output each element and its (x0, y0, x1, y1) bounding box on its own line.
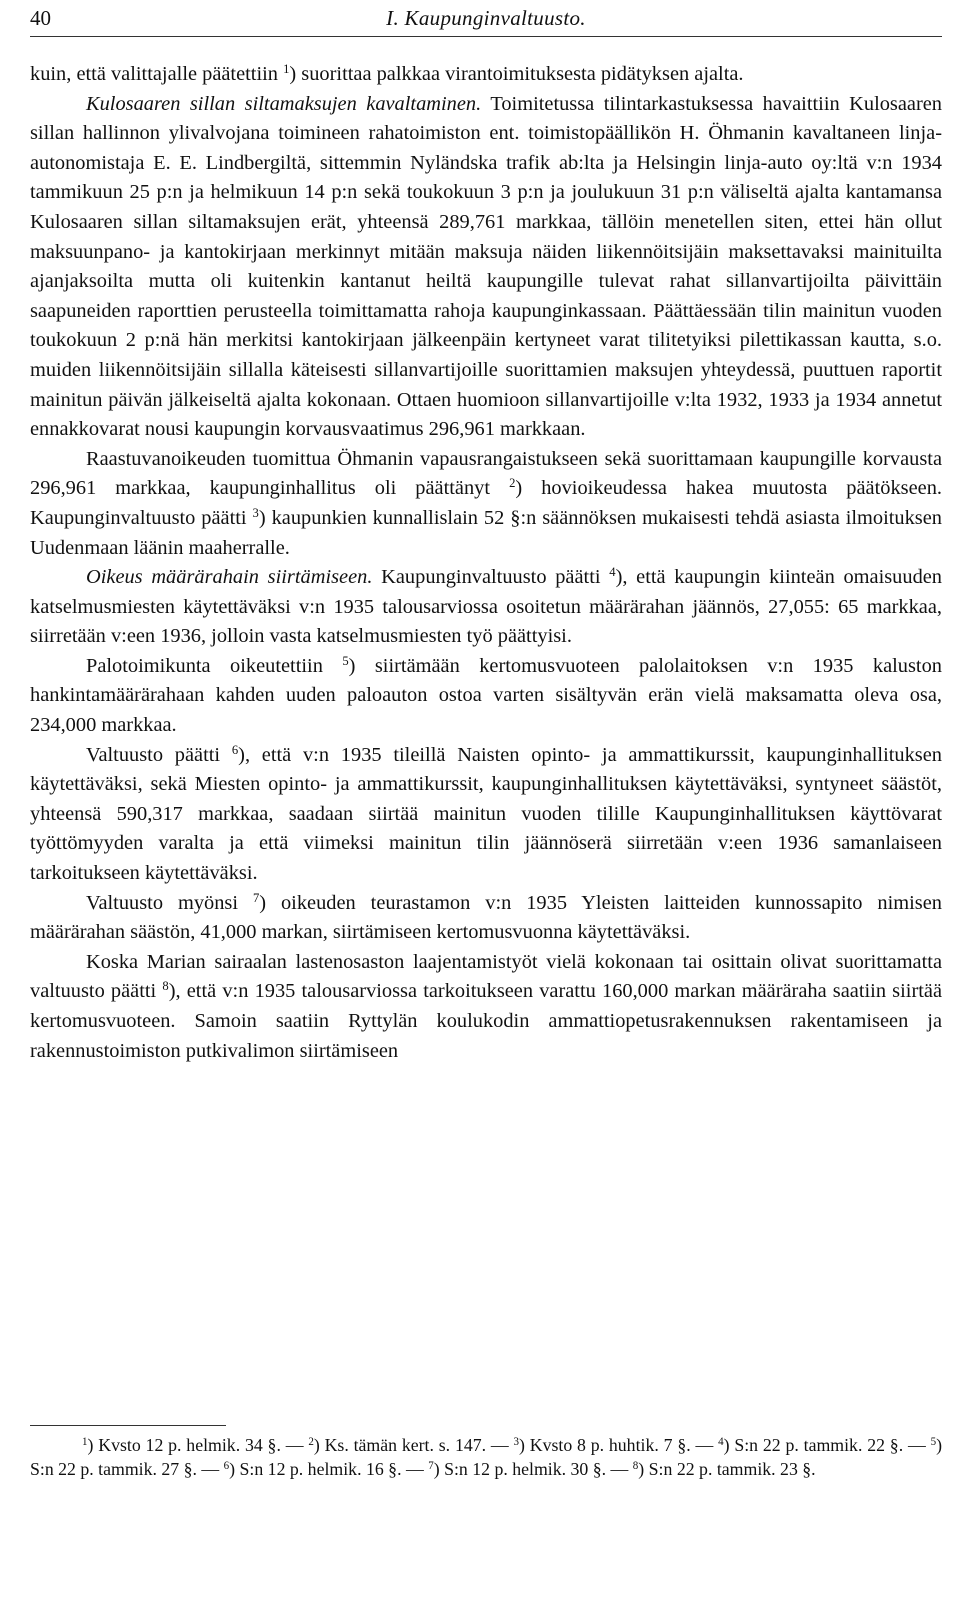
footnote-number: 4 (718, 1435, 724, 1448)
paragraph-lead: Oikeus määrärahain siirtämiseen. (86, 566, 373, 589)
footnote-text: $^1$) Kvsto 12 p. helmik. 34 §. — $^2$) Ks. tämän kert. s. 147. — $^3$) Kvsto 8 p. huhtik. 7 §. — $^4$) S:n 22 p. tammik. 22 §. — $^5$) S:n 22 p. tammik. 27 §. — $^6$) S:n 12 p. helmik. 16 §. — $^7$) S:n 12 p. helmik. 30 §. — $^8$) S:n 22 p. tammik. 23 §. (30, 1435, 943, 1479)
paragraph: Palotoimikunta oikeutettiin $^5$) siirtämään kertomusvuoteen palolaitoksen v:n 1935 kaluston hankintamäärärahaan kahden uuden paloauton ostoa varten sisältyvän erän vielä maksamatta oleva osa, 234,000 markkaa. (30, 653, 942, 737)
footnote-number: 5 (930, 1435, 937, 1448)
footnote-number: 1 (82, 1435, 88, 1448)
footnote-ref: 7 (252, 890, 260, 905)
footnote-number: 8 (632, 1459, 639, 1472)
page-header (30, 6, 942, 36)
footnote-ref: 6 (231, 742, 239, 757)
paragraph: Oikeus määrärahain siirtämiseen. Kaupunginvaltuusto päätti $^4$), että kaupungin kiinteän omaisuuden katselmusmiesten käytettäväksi v:n 1935 talousarviossa osoitetun määrärahan jäännös, 27,055: 65 markkaa, siirretään v:een 1936, jolloin vasta katselmusmiesten työ päättyisi. (30, 565, 943, 648)
footnote-ref: 4 (609, 565, 616, 580)
body-text (30, 60, 942, 1066)
footnote-number: 2 (308, 1435, 314, 1448)
header-rule (30, 36, 942, 37)
footnote-ref: 8 (162, 979, 169, 994)
paragraph: Kulosaaren sillan siltamaksujen kavaltaminen. Toimitetussa tilintarkastuksessa havaittiin Kulosaaren sillan hallinnon ylivalvojana toimineen rahatoimiston ent. toimistopäällikön H. Öhmanin kavaltaneen linja-autonomistaja E. E. Lindbergiltä, sittemmin Nyländska trafik ab:lta ja Helsingin linja-auto oy:ltä v:n 1934 tammikuun 25 p:n ja helmikuun 14 p:n sekä toukokuun 3 p:n ja joulukuun 31 p:n väliseltä ajalta kantamansa Kulosaaren sillan siltamaksujen erät, yhteensä 289,761 markkaa, tällöin menetellen siten, ettei hän ollut maksuunpano- ja kantokirjaan merkinnyt mitään maksuja näiden liikennöitsijäin maksettavaksi mainituilta ajanjaksoilta mutta oli kuitenkin kantanut heiltä kaupungille tulevat rahat sillanvartijoilta päivittäin saapuneiden raporttien perusteella toimittamatta rahoja kaupunginkassaan. Päättäessään tilin mainitun vuoden toukokuun 2 p:nä hän merkitsi kantokirjaan jälkeenpäin kertyneet varat tilitetyiksi pilettikassan kautta, s.o. muiden liikennöitsijäin sillalla käteisesti sillanvartijoille suorittamien maksujen yhteydessä, puuttuen raportit mainitun päivän jälkeiseltä ajalta kokonaan. Ottaen huomioon sillanvartijoille v:lta 1932, 1933 ja 1934 annetut ennakkovarat nousi kaupungin korvausvaatimus 296,961 markkaan. (30, 92, 942, 441)
page-number: 40 (30, 6, 51, 30)
footnote-number: 7 (428, 1459, 434, 1472)
paragraph: Koska Marian sairaalan lastenosaston laajentamistyöt vielä kokonaan tai osittain olivat suorittamatta valtuusto päätti $^8$), että v:n 1935 talousarviossa tarkoitukseen varattu 160,000 markan määräraha saatiin siirtää kertomusvuoteen. Samoin saatiin Ryttylän koulukodin ammattiopetusrakennuksen rakentamiseen ja rakennustoimiston putkivalimon siirtämiseen (30, 950, 943, 1062)
footnote-ref: 2 (509, 476, 516, 491)
paragraph: Valtuusto päätti $^6$), että v:n 1935 tileillä Naisten opinto- ja ammattikurssit, kaupunginhallituksen käytettäväksi, sekä Miesten opinto- ja ammattikurssit, kaupunginhallituksen käytettäväksi, syntyneet säästöt, yhteensä 590,317 markkaa, saadaan siirtää mainitun vuoden tilille Kaupunginhallituksen käyttövarat työttömyyden varalta ja että viimeksi mainitun tilin jäännöserä siirretään v:een 1936 samanlaiseen tarkoitukseen käytettäväksi. (30, 742, 942, 885)
paragraph: Valtuusto myönsi $^7$) oikeuden teurastamon v:n 1935 Yleisten laitteiden kunnossapito nimisen määrärahan säästön, 41,000 markan, siirtämiseen kertomusvuonna käytettäväksi. (30, 890, 942, 944)
footnotes (30, 1434, 942, 1481)
footnote-rule (30, 1425, 226, 1426)
footnote-ref: 5 (342, 653, 349, 668)
footnote-ref: 1 (283, 62, 290, 77)
footnote-number: 6 (223, 1459, 230, 1472)
paragraph: kuin, että valittajalle päätettiin $^1$) suorittaa palkkaa virantoimituksesta pidätyksen ajalta. (30, 62, 744, 85)
running-head: I. Kaupunginvaltuusto. (386, 6, 586, 30)
paragraph-lead: Kulosaaren sillan siltamaksujen kavaltaminen. (86, 92, 482, 115)
paragraph: Raastuvanoikeuden tuomittua Öhmanin vapausrangaistukseen sekä suorittamaan kaupungille korvausta 296,961 markkaa, kaupunginhallitus oli päättänyt $^2$) hovioikeudessa hakea muutosta päätökseen. Kaupunginvaltuusto päätti $^3$) kaupunkien kunnallislain 52 §:n säännöksen mukaisesti tehdä asiasta ilmoituksen Uudenmaan läänin maaherralle. (30, 447, 942, 559)
footnote-ref: 3 (252, 505, 259, 520)
footnote-number: 3 (513, 1435, 519, 1448)
